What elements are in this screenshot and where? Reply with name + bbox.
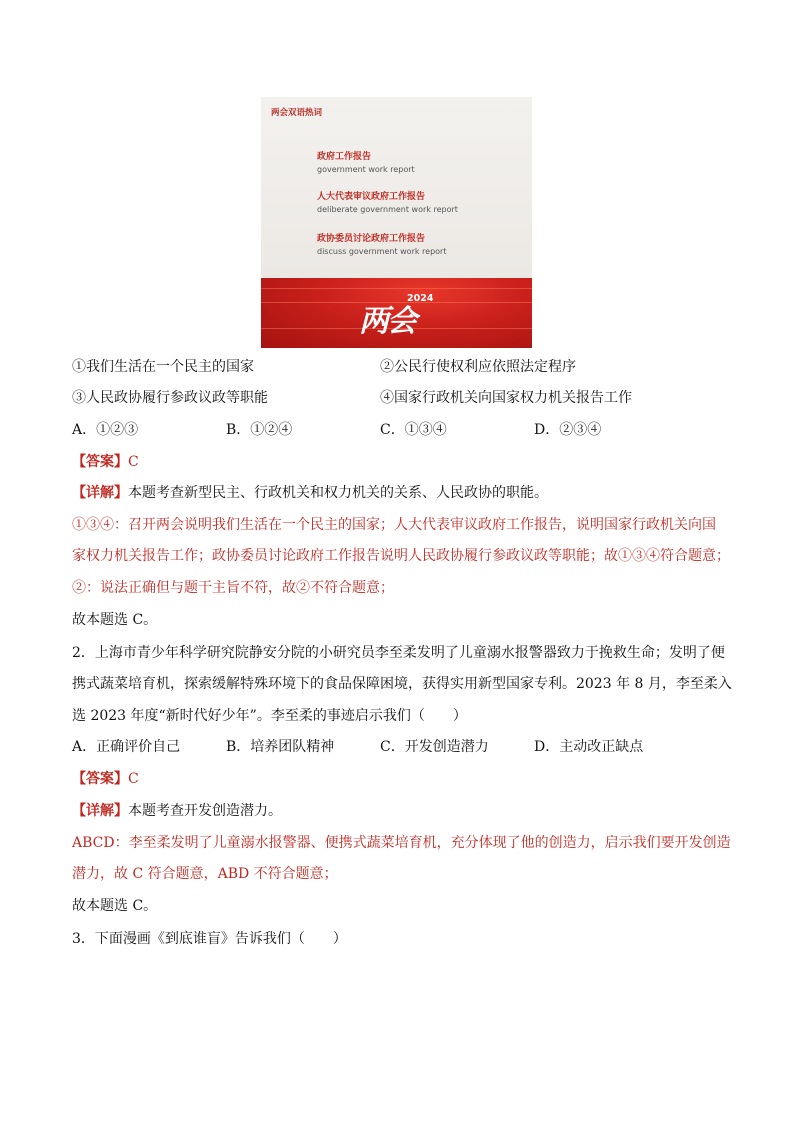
q2-option-b: B．培养团队精神 xyxy=(226,739,335,755)
q2-stem-line-1: 2．上海市青少年科学研究院静安分院的小研究员李至柔发明了儿童溺水报警器致力于挽救生命；发明了便 xyxy=(72,645,725,661)
poster-title: 两会双语热词 xyxy=(271,108,323,118)
q3-stem: 3．下面漫画《到底谁盲》告诉我们（ ） xyxy=(72,931,347,947)
poster-year: 2024 xyxy=(407,293,434,304)
q1-analysis-line-1: ①③④：召开两会说明我们生活在一个民主的国家；人大代表审议政府工作报告，说明国家行政机关向国 xyxy=(72,517,716,533)
q2-conclusion: 故本题选 C。 xyxy=(72,898,158,914)
q2-option-a: A．正确评价自己 xyxy=(72,739,181,755)
q1-option-c: C．①③④ xyxy=(380,422,447,438)
poster-term-2: 人大代表审议政府工作报告 deliberate government work report xyxy=(317,192,458,214)
q2-analysis-line-2: 潜力，故 C 符合题意，ABD 不符合题意； xyxy=(72,866,338,882)
q1-conclusion: 故本题选 C。 xyxy=(72,612,158,628)
two-sessions-poster xyxy=(261,97,532,348)
poster-red-band xyxy=(261,278,532,348)
q2-analysis-line-1: ABCD：李至柔发明了儿童溺水报警器、便携式蔬菜培育机，充分体现了他的创造力，启示我们要开发创造 xyxy=(72,835,731,851)
q1-option-d: D．②③④ xyxy=(534,422,602,438)
q1-option-a: A．①②③ xyxy=(72,422,139,438)
q1-analysis-line-2: 家权力机关报告工作；政协委员讨论政府工作报告说明人民政协履行参政议政等职能；故①③④符合题意； xyxy=(72,548,730,564)
statement-1: ①我们生活在一个民主的国家 xyxy=(72,359,254,375)
q2-option-c: C．开发创造潜力 xyxy=(380,739,489,755)
q1-analysis-line-3: ②：说法正确但与题干主旨不符，故②不符合题意； xyxy=(72,580,394,596)
statement-2: ②公民行使权利应依照法定程序 xyxy=(380,359,576,375)
q2-answer: 【答案】C xyxy=(72,771,139,787)
q2-stem-line-2: 携式蔬菜培育机，探索缓解特殊环境下的食品保障困境，获得实用新型国家专利。2023 年 8 月，李至柔入 xyxy=(72,676,732,692)
poster-brand: 两会 xyxy=(359,304,415,339)
poster-term-1: 政府工作报告 government work report xyxy=(317,152,415,174)
poster-term-3: 政协委员讨论政府工作报告 discuss government work report xyxy=(317,234,447,256)
q1-detail: 【详解】本题考查新型民主、行政机关和权力机关的关系、人民政协的职能。 xyxy=(72,485,548,501)
q2-option-d: D．主动改正缺点 xyxy=(534,739,644,755)
q2-stem-line-3: 选 2023 年度“新时代好少年”。李至柔的事迹启示我们（ ） xyxy=(72,708,467,724)
q1-answer: 【答案】C xyxy=(72,454,139,470)
statement-3: ③人民政协履行参政议政等职能 xyxy=(72,390,268,406)
q1-option-b: B．①②④ xyxy=(226,422,293,438)
statement-4: ④国家行政机关向国家权力机关报告工作 xyxy=(380,390,632,406)
q2-detail: 【详解】本题考查开发创造潜力。 xyxy=(72,803,282,819)
